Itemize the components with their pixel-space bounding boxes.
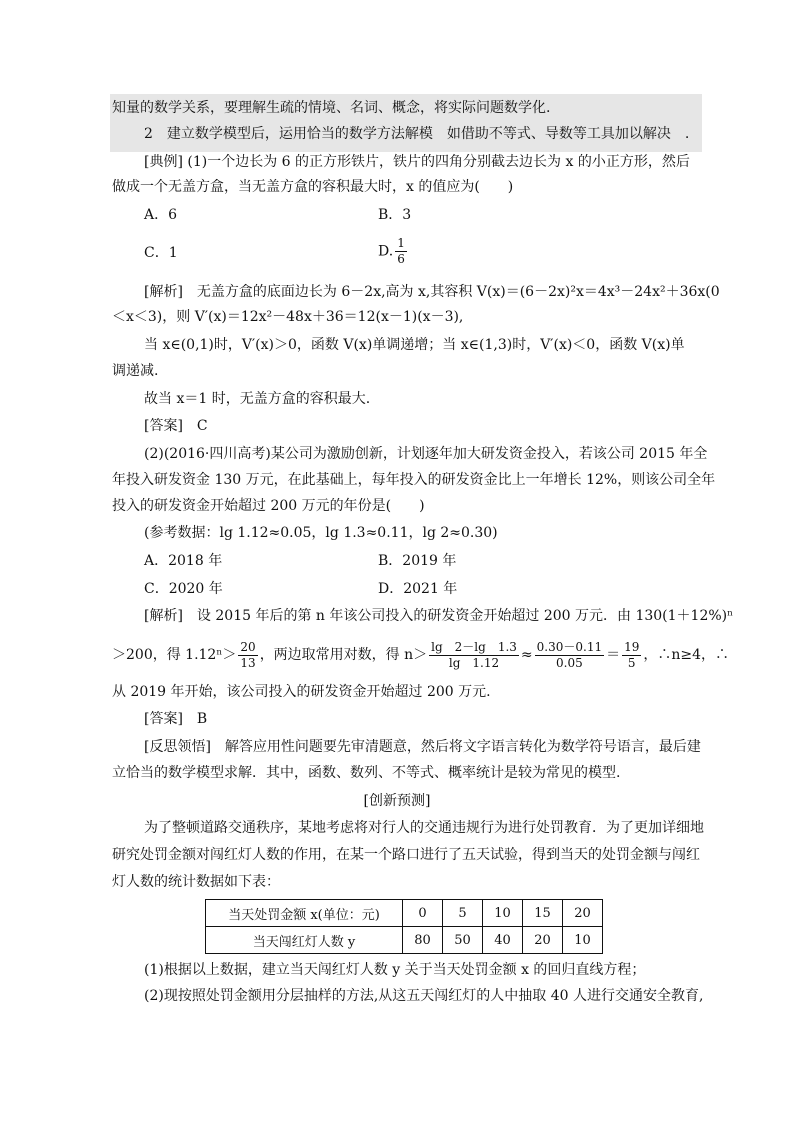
solution1-line-2: ＜x＜3)，则 V′(x)＝12x²－48x＋36＝12(x－1)(x－3), [112, 309, 464, 325]
fraction-20-13 [238, 640, 257, 671]
fraction-numerator: lg 2－lg 1.3 [431, 639, 517, 654]
predict-line-2: 研究处罚金额对闯红灯人数的作用，在某一个路口进行了五天试验，得到当天的处罚金额与闯红 [112, 847, 700, 863]
fraction-numerator: 19 [624, 639, 640, 654]
table-cell: 20 [563, 900, 603, 927]
example-label: [典例] [144, 154, 183, 170]
example-q1-text: (1)一个边长为 6 的正方形铁片，铁片的四角分别截去边长为 x 的小正方形，然后 [187, 154, 690, 170]
fraction-numerator: 1 [397, 236, 405, 250]
example-q2-line-3: 投入的研发资金开始超过 200 万元的年份是( ) [112, 498, 425, 514]
answer-1: [答案] C [144, 418, 208, 434]
fraction-log-ratio [429, 640, 519, 671]
option2-c: C．2020 年 [144, 581, 223, 597]
example-q2-line-2: 年投入研发资金 130 万元，在此基础上，每年投入的研发资金比上一年增长 12%，则该公司全年 [112, 472, 716, 488]
option2-b: B．2019 年 [378, 553, 457, 569]
table-cell: 15 [523, 900, 563, 927]
solution1-line-1: [解析] 无盖方盒的底面边长为 6－2x,高为 x,其容积 V(x)＝(6－2x)²x＝4x³－24x²＋36x(0 [144, 284, 720, 300]
predict-line-3: 灯人数的统计数据如下表： [112, 874, 280, 890]
option-a: A．6 [144, 207, 178, 223]
table-cell: 10 [483, 900, 523, 927]
predict-question-2: (2)现按照处罚金额用分层抽样的方法,从这五天闯红灯的人中抽取 40 人进行交通安全教育, [144, 988, 704, 1004]
fraction-numerator: 0.30－0.11 [536, 639, 603, 654]
option-b: B．3 [378, 207, 412, 223]
fraction-denominator: lg 1.12 [448, 655, 500, 670]
approx-sign: ≈ [520, 647, 533, 663]
data-table [205, 899, 603, 954]
intro-line-2: 2 建立数学模型后，运用恰当的数学方法解模 如借助不等式、导数等工具加以解决 . [144, 126, 690, 142]
fraction-denominator: 13 [240, 655, 256, 670]
predict-line-1: 为了整顿道路交通秩序，某地考虑将对行人的交通违规行为进行处罚教育．为了更加详细地 [144, 820, 704, 836]
intro-line-1: 知量的数学关系，要理解生疏的情境、名词、概念，将实际问题数学化. [112, 100, 551, 116]
solution1-line-3: 当 x∈(0,1)时，V′(x)＞0，函数 V(x)单调递增；当 x∈(1,3)时，V′(x)＜0，函数 V(x)单 [144, 337, 685, 353]
solution1-line-5: 故当 x＝1 时，无盖方盒的容积最大. [144, 391, 371, 407]
example-q1-line-2: 做成一个无盖方盒，当无盖方盒的容积最大时，x 的值应为( ) [112, 179, 514, 195]
fraction-numerator: 20 [240, 639, 256, 654]
section-title: [创新预测] [363, 793, 431, 809]
table-cell: 10 [563, 927, 603, 954]
example-q1-line-1 [144, 152, 690, 172]
equals-sign: ＝ [606, 647, 621, 663]
solution2-text-c: ，∴n≥4，∴ [643, 647, 730, 663]
table-row [206, 900, 603, 927]
solution2-line-1: [解析] 设 2015 年后的第 n 年该公司投入的研发资金开始超过 200 万元．由 130(1＋12%)ⁿ [144, 608, 734, 624]
reflection-line-2: 立恰当的数学模型求解．其中，函数、数列、不等式、概率统计是较为常见的模型. [112, 765, 621, 781]
solution2-line-3: 从 2019 年开始，该公司投入的研发资金开始超过 200 万元. [112, 684, 491, 700]
table-cell: 5 [443, 900, 483, 927]
table-row [206, 927, 603, 954]
solution2-line-2 [112, 638, 729, 672]
reference-data: (参考数据：lg 1.12≈0.05，lg 1.3≈0.11，lg 2≈0.30) [144, 525, 498, 541]
option2-d: D．2021 年 [378, 581, 458, 597]
fraction-denominator: 0.05 [556, 655, 583, 670]
table-cell: 0 [403, 900, 443, 927]
fraction-19-5 [622, 640, 641, 671]
solution2-text-b: ，两边取常用对数，得 n＞ [259, 647, 428, 663]
option-c: C．1 [144, 245, 178, 261]
fraction-denominator: 5 [627, 655, 636, 670]
example-q2-line-1: (2)(2016·四川高考)某公司为激励创新，计划逐年加大研发资金投入，若该公司 2015 年全 [144, 446, 708, 462]
predict-question-1: (1)根据以上数据，建立当天闯红灯人数 y 关于当天处罚金额 x 的回归直线方程； [144, 962, 646, 978]
fraction-denominator: 6 [397, 252, 405, 266]
table-cell: 50 [443, 927, 483, 954]
table-cell: 20 [523, 927, 563, 954]
table-header-cell: 当天处罚金额 x(单位：元) [206, 900, 403, 927]
option-d-label: D. [378, 243, 394, 260]
table-cell: 80 [403, 927, 443, 954]
solution1-line-4: 调递减. [112, 363, 159, 379]
solution2-text-a: ＞200，得 1.12ⁿ＞ [112, 647, 237, 663]
option2-a: A．2018 年 [144, 553, 223, 569]
table-header-cell: 当天闯红灯人数 y [206, 927, 403, 954]
option-d-fraction [395, 236, 407, 267]
answer-2: [答案] B [144, 711, 208, 727]
fraction-numeric [535, 640, 604, 671]
option-d [378, 236, 409, 267]
table-cell: 40 [483, 927, 523, 954]
reflection-line-1: [反思领悟] 解答应用性问题要先审清题意，然后将文字语言转化为数学符号语言，最后建 [144, 739, 701, 755]
